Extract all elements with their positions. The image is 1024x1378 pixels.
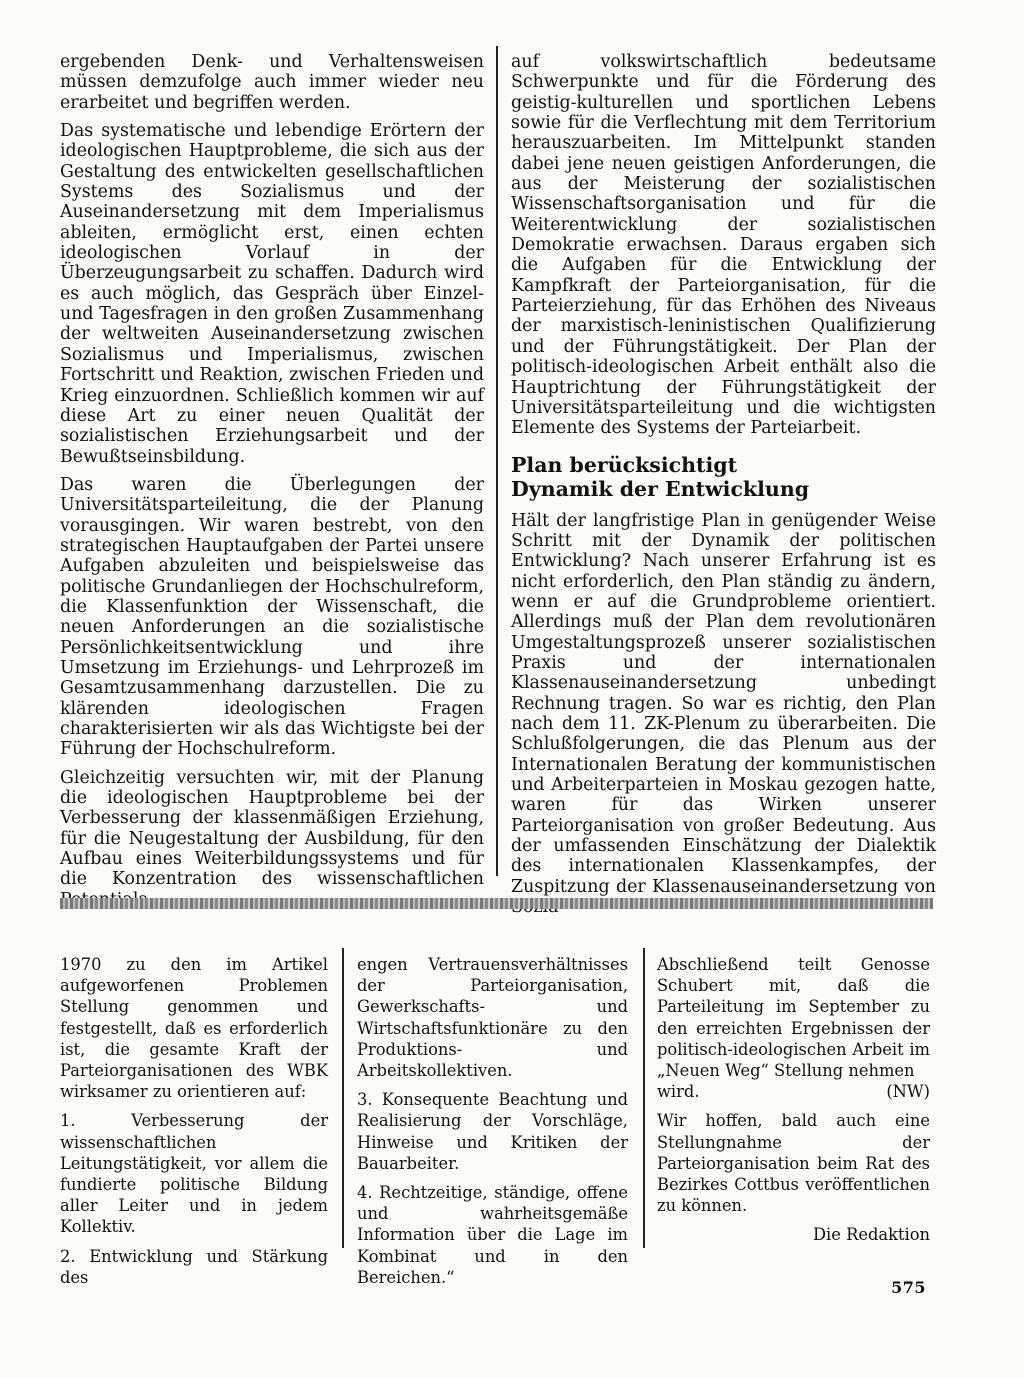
list-item: 3. Konsequente Beachtung und Realisierung der Vorschläge, Hinweise und Kritiken der Bauarbeiter. (357, 1090, 628, 1173)
source-tag: (NW) (886, 1082, 930, 1102)
section-heading (511, 453, 936, 501)
page-number: 575 (891, 1278, 926, 1297)
paragraph: Das waren die Überlegungen der Universitätsparteileitung, die der Planung vorausgingen. Wir waren bestrebt, von den strategischen Hauptaufgaben der Partei unsere Aufgaben abzuleiten und beispielsweise das politische Grundanliegen der Hochschulreform, die Klassenfunktion der Wissenschaft, die neuen Anforderungen an die sozialistische Persönlichkeitsentwicklung und ihre Umsetzung im Erziehungs- und Lehrprozeß im Gesamtzusammenhang darzustellen. Die zu klärenden ideologischen Fragen charakterisierten wir als das Wichtigste bei der Führung der Hochschulreform. (60, 474, 484, 760)
closing-note-last-line (657, 1081, 930, 1102)
list-item: 2. Entwicklung und Stärkung des (60, 1246, 328, 1287)
paragraph: ergebenden Denk- und Verhaltensweisen müssen demzufolge auch immer wieder neu erarbeitet und begriffen werden. (60, 52, 484, 113)
paragraph: Gleichzeitig versuchten wir, mit der Planung die ideologischen Hauptprobleme bei der Verbesserung der klassenmäßigen Erziehung, für die Neugestaltung der Ausbildung, für den Aufbau eines Weiterbildungssystems und für die Konzentration des wissenschaftlichen (60, 767, 484, 890)
paragraph (657, 954, 930, 1102)
paragraph: Hält der langfristige Plan in genügender Weise Schritt mit der Dynamik der politischen Entwicklung? Nach unserer Erfahrung ist es nicht erforderlich, den Plan ständig zu ändern, wenn er auf die Grundprobleme orientiert. Allerdings muß der Plan dem revolutionären Umgestaltungsprozeß unserer sozialistischen Praxis und der internationalen Klassenauseinandersetzung unbedingt Rechnung tragen. So war es richtig, den Plan nach dem 11. ZK-Plenum zu überarbeiten. Die Schlußfolgerungen, die das Plenum aus der Internationalen Beratung der kommunistischen und Arbeiterparteien in Moskau gezogen hatte, waren für das Wirken unserer Parteiorganisation von großer Bedeutung. Aus der umfassenden Einschätzung der Dialektik des internationalen Klassenkampfes, der Zuspitzung der Klassenauseinandersetzung von (511, 510, 936, 897)
column-bottom-1 (60, 954, 328, 1296)
paragraph: engen Vertrauensverhältnisses der Parteiorganisation, Gewerkschafts- und Wirtschaftsfunktionäre zu den Produktions- und Arbeitskollektiven. (357, 955, 628, 1081)
column-rule (496, 46, 498, 876)
column-bottom-2 (357, 954, 628, 1296)
column-bottom-3 (657, 954, 930, 1254)
column-top-right (511, 52, 936, 925)
paragraph: Wir hoffen, bald auch eine Stellungnahme der Parteiorganisation beim Rat des Bezirkes Cottbus veröffentlichen zu können. (657, 1111, 930, 1216)
list-item: 1. Verbesserung der wissenschaftlichen Leitungstätigkeit, vor allem die fundierte politische Bildung aller Leiter und in jedem Kollektiv. (60, 1111, 328, 1237)
paragraph: 1970 zu den im Artikel aufgeworfenen Problemen Stellung genommen und festgestellt, daß es erforderlich ist, die gesamte Kraft der Parteiorganisationen des WBK wirksamer zu orientieren auf: (60, 955, 328, 1102)
column-top-left (60, 52, 484, 918)
editorial-signature: Die Redaktion (813, 1225, 930, 1245)
section-divider (60, 898, 933, 909)
column-rule (342, 948, 344, 1248)
closing-note-text: Abschließend teilt Genosse Schubert mit, daß die Parteileitung im September zu den erreichten Ergebnissen der politisch-ideologischen Arbeit im „Neuen Weg“ Stellung nehmen (657, 955, 930, 1081)
paragraph: Das systematische und lebendige Erörtern der ideologischen Hauptprobleme, die sich aus der Gestaltung des entwickelten gesellschaftlichen Systems des Sozialismus und der Auseinandersetzung mit dem Imperialismus ableiten, ermöglicht erst, einen echten ideologischen Vorlauf in der Überzeugungsarbeit zu schaffen. Dadurch wird es auch möglich, das Gespräch über Einzel- und Tagesfragen in den großen Zusammenhang der weltweiten Auseinandersetzung zwischen Sozialismus und Imperialismus, zwischen Fortschritt und Reaktion, zwischen Frieden und Krieg einzuordnen. Schließlich kommen wir auf diese Art zu einer neuen Qualität der sozialistischen Erziehungsarbeit und der Bewußtseinsbildung. (60, 121, 484, 467)
section-heading-line-1: Plan berücksichtigt (511, 452, 738, 477)
column-rule (643, 948, 645, 1248)
list-item: 4. Rechtzeitige, ständige, offene und wahrheitsgemäße Information über die Lage im Kombinat und in den Bereichen.“ (357, 1183, 628, 1287)
closing-note-last-word: wird. (657, 1082, 700, 1102)
paragraph: auf volkswirtschaftlich bedeutsame Schwerpunkte und für die Förderung des geistig-kulturellen und sportlichen Lebens sowie für die Verflechtung mit dem Territorium herauszuarbeiten. Im Mittelpunkt standen dabei jene neuen geistigen Anforderungen, die aus der Meisterung der sozialistischen Wissenschaftsorganisation und für die Weiterentwicklung der sozialistischen Demokratie erwachsen. Daraus ergaben sich die Aufgaben für die Entwicklung der Kampfkraft der Parteiorganisation, für die Parteierziehung, für das Erhöhen des Niveaus der marxistisch-leninistischen Qualifizierung und der Führungstätigkeit. Der Plan der politisch-ideologischen Arbeit enthält also die Hauptrichtung der Führungstätigkeit der Universitätsparteileitung und die wichtigsten Elemente des Systems der Parteiarbeit. (511, 52, 936, 439)
section-heading-line-2: Dynamik der Entwicklung (511, 476, 810, 501)
